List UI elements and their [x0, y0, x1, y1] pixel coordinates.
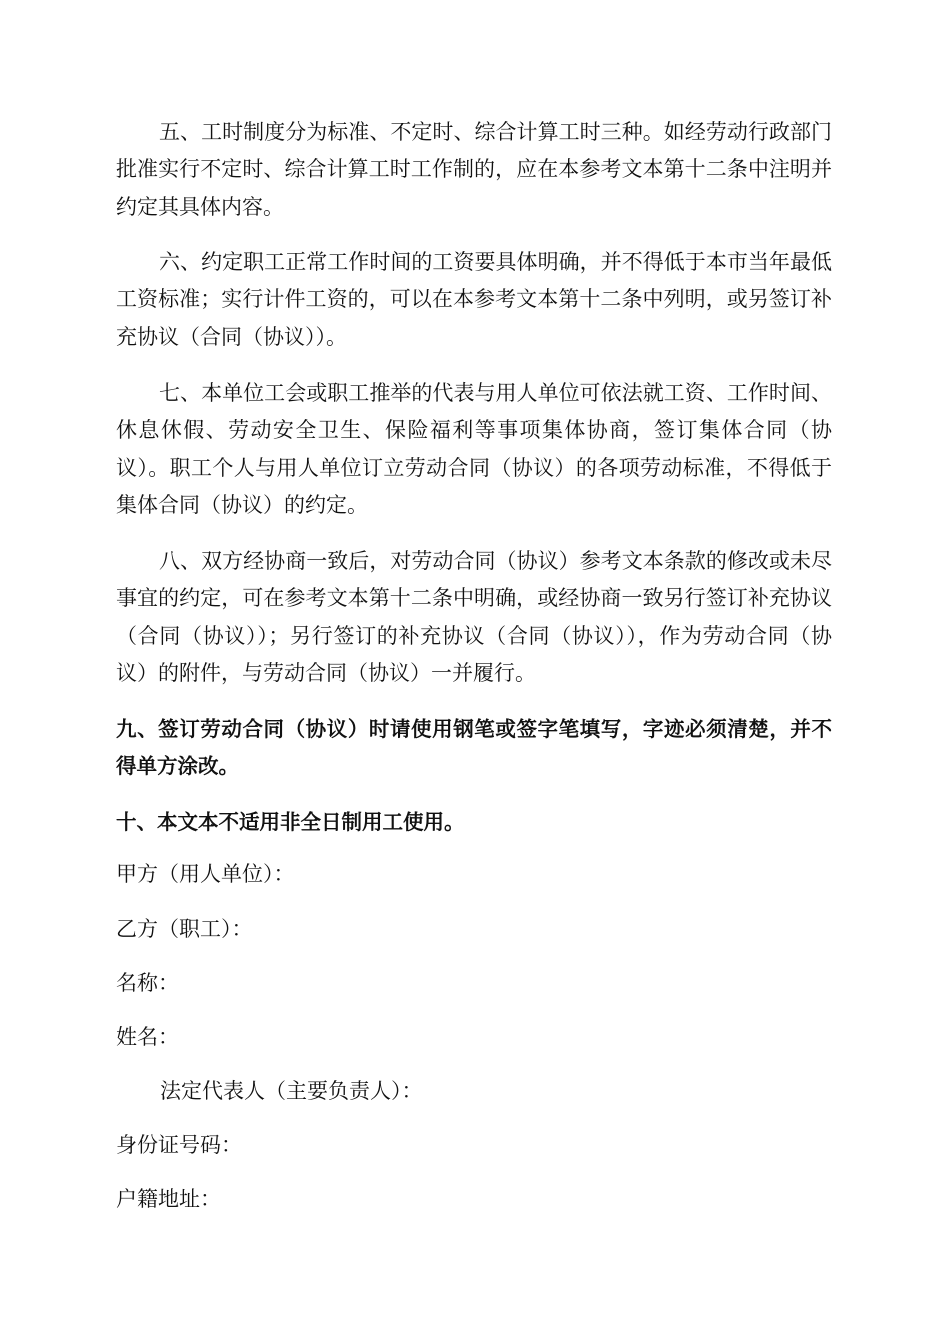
party-a-label: 甲方（用人单位）： — [116, 862, 295, 886]
legal-rep-label: 法定代表人（主要负责人）： — [160, 1079, 423, 1103]
org-name-label: 名称： — [116, 971, 179, 995]
clause-5: 五、工时制度分为标准、不定时、综合计算工时三种。如经劳动行政部门批准实行不定时、综合计算工时工作制的，应在本参考文本第十二条中注明并约定其具体内容。 — [116, 120, 832, 219]
household-address-label: 户籍地址： — [116, 1187, 221, 1211]
person-name-label: 姓名： — [116, 1025, 179, 1049]
clause-8: 八、双方经协商一致后，对劳动合同（协议）参考文本条款的修改或未尽事宜的约定，可在参考文本第十二条中明确，或经协商一致另行签订补充协议（合同（协议））；另行签订的补充协议（合同（协议）），作为劳动合同（协议）的附件，与劳动合同（协议）一并履行。 — [116, 549, 832, 685]
clause-7: 七、本单位工会或职工推举的代表与用人单位可依法就工资、工作时间、休息休假、劳动安全卫生、保险福利等事项集体协商，签订集体合同（协议）。职工个人与用人单位订立劳动合同（协议）的各项劳动标准，不得低于集体合同（协议）的约定。 — [116, 381, 832, 517]
id-number-label: 身份证号码： — [116, 1133, 242, 1157]
clause-6: 六、约定职工正常工作时间的工资要具体明确，并不得低于本市当年最低工资标准；实行计件工资的，可以在本参考文本第十二条中列明，或另签订补充协议（合同（协议））。 — [116, 250, 832, 349]
party-b-label: 乙方（职工）： — [116, 917, 253, 941]
clause-10: 十、本文本不适用非全日制用工使用。 — [116, 810, 465, 834]
clause-9: 九、签订劳动合同（协议）时请使用钢笔或签字笔填写，字迹必须清楚，并不得单方涂改。 — [116, 717, 832, 779]
